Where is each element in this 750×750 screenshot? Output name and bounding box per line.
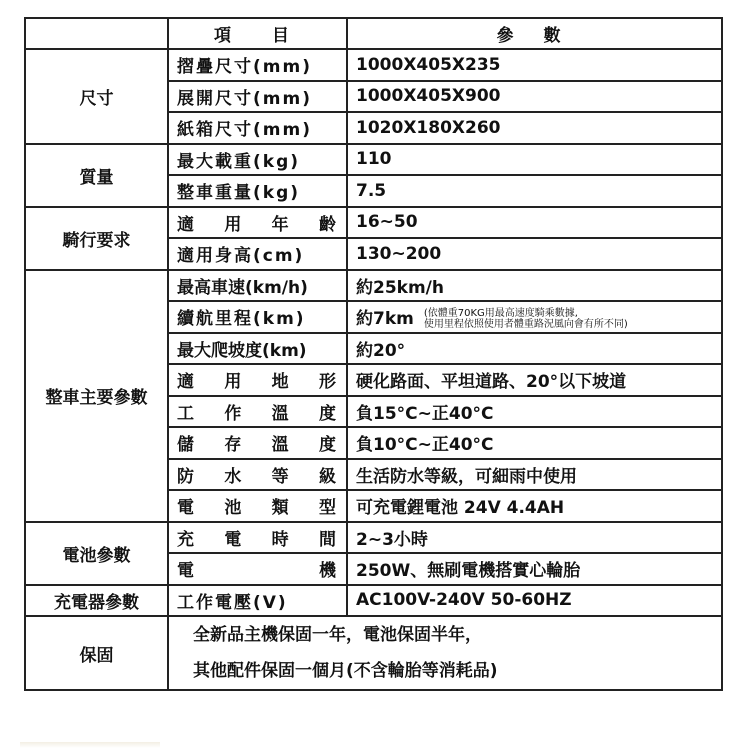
row-value: 1000X405X235 xyxy=(347,49,722,81)
row-value: 約25km/h xyxy=(347,270,722,302)
row-value: 負15°C~正40°C xyxy=(347,396,722,428)
table-header-row xyxy=(25,18,722,49)
header-item: 項 目 xyxy=(168,18,347,49)
table-row xyxy=(25,270,722,302)
section-riding: 騎行要求 xyxy=(25,207,168,270)
row-item: 工作電壓(V) xyxy=(168,585,347,617)
row-item: 儲 存 溫 度 xyxy=(168,427,347,459)
section-mass: 質量 xyxy=(25,144,168,207)
row-item: 紙箱尺寸(mm) xyxy=(168,112,347,144)
row-item: 續航里程(km) xyxy=(168,301,347,333)
row-value xyxy=(347,301,722,333)
row-value: 1020X180X260 xyxy=(347,112,722,144)
row-item: 電 池 類 型 xyxy=(168,490,347,522)
row-value: 1000X405X900 xyxy=(347,81,722,113)
row-item: 適用身高(cm) xyxy=(168,238,347,270)
row-item: 適 用 年 齡 xyxy=(168,207,347,239)
row-item: 摺疊尺寸(mm) xyxy=(168,49,347,81)
warranty-text xyxy=(168,616,722,690)
table-row xyxy=(25,207,722,239)
table-row xyxy=(25,144,722,176)
section-main-params: 整車主要參數 xyxy=(25,270,168,522)
row-item: 工 作 溫 度 xyxy=(168,396,347,428)
row-item: 最高車速(km/h) xyxy=(168,270,347,302)
row-value: 約20° xyxy=(347,333,722,365)
row-value-text: 約7km xyxy=(356,308,414,329)
row-item: 最大載重(kg) xyxy=(168,144,347,176)
row-value: 110 xyxy=(347,144,722,176)
section-size: 尺寸 xyxy=(25,49,168,144)
row-item: 適 用 地 形 xyxy=(168,364,347,396)
range-note: (依體重70KG用最高速度騎乘數據, 使用里程依照使用者體重路況風向會有所不同) xyxy=(423,307,628,330)
row-value: 生活防水等級，可細雨中使用 xyxy=(347,459,722,491)
bottom-shadow xyxy=(20,742,160,748)
row-value: 7.5 xyxy=(347,175,722,207)
row-item: 最大爬坡度(km) xyxy=(168,333,347,365)
table-row xyxy=(25,585,722,617)
row-item: 電 機 xyxy=(168,553,347,585)
header-param: 參 數 xyxy=(347,18,722,49)
row-value: 負10°C~正40°C xyxy=(347,427,722,459)
row-value: 16~50 xyxy=(347,207,722,239)
header-blank-cell xyxy=(25,18,168,49)
row-item: 展開尺寸(mm) xyxy=(168,81,347,113)
table-row xyxy=(25,522,722,554)
spec-table xyxy=(24,17,723,691)
row-value: 250W、無刷電機搭實心輪胎 xyxy=(347,553,722,585)
section-battery: 電池參數 xyxy=(25,522,168,585)
table-row xyxy=(25,49,722,81)
row-value: 2~3小時 xyxy=(347,522,722,554)
row-item: 整車重量(kg) xyxy=(168,175,347,207)
warranty-line-1: 全新品主機保固一年，電池保固半年， xyxy=(193,625,482,645)
warranty-line-2: 其他配件保固一個月(不含輪胎等消耗品) xyxy=(193,661,498,681)
row-value: 硬化路面、平坦道路、20°以下坡道 xyxy=(347,364,722,396)
row-value: AC100V-240V 50-60HZ xyxy=(347,585,722,617)
section-warranty: 保固 xyxy=(25,616,168,690)
table-row xyxy=(25,616,722,690)
row-item: 防 水 等 級 xyxy=(168,459,347,491)
row-item: 充 電 時 間 xyxy=(168,522,347,554)
row-value: 可充電鋰電池 24V 4.4AH xyxy=(347,490,722,522)
row-value: 130~200 xyxy=(347,238,722,270)
section-charger: 充電器參數 xyxy=(25,585,168,617)
